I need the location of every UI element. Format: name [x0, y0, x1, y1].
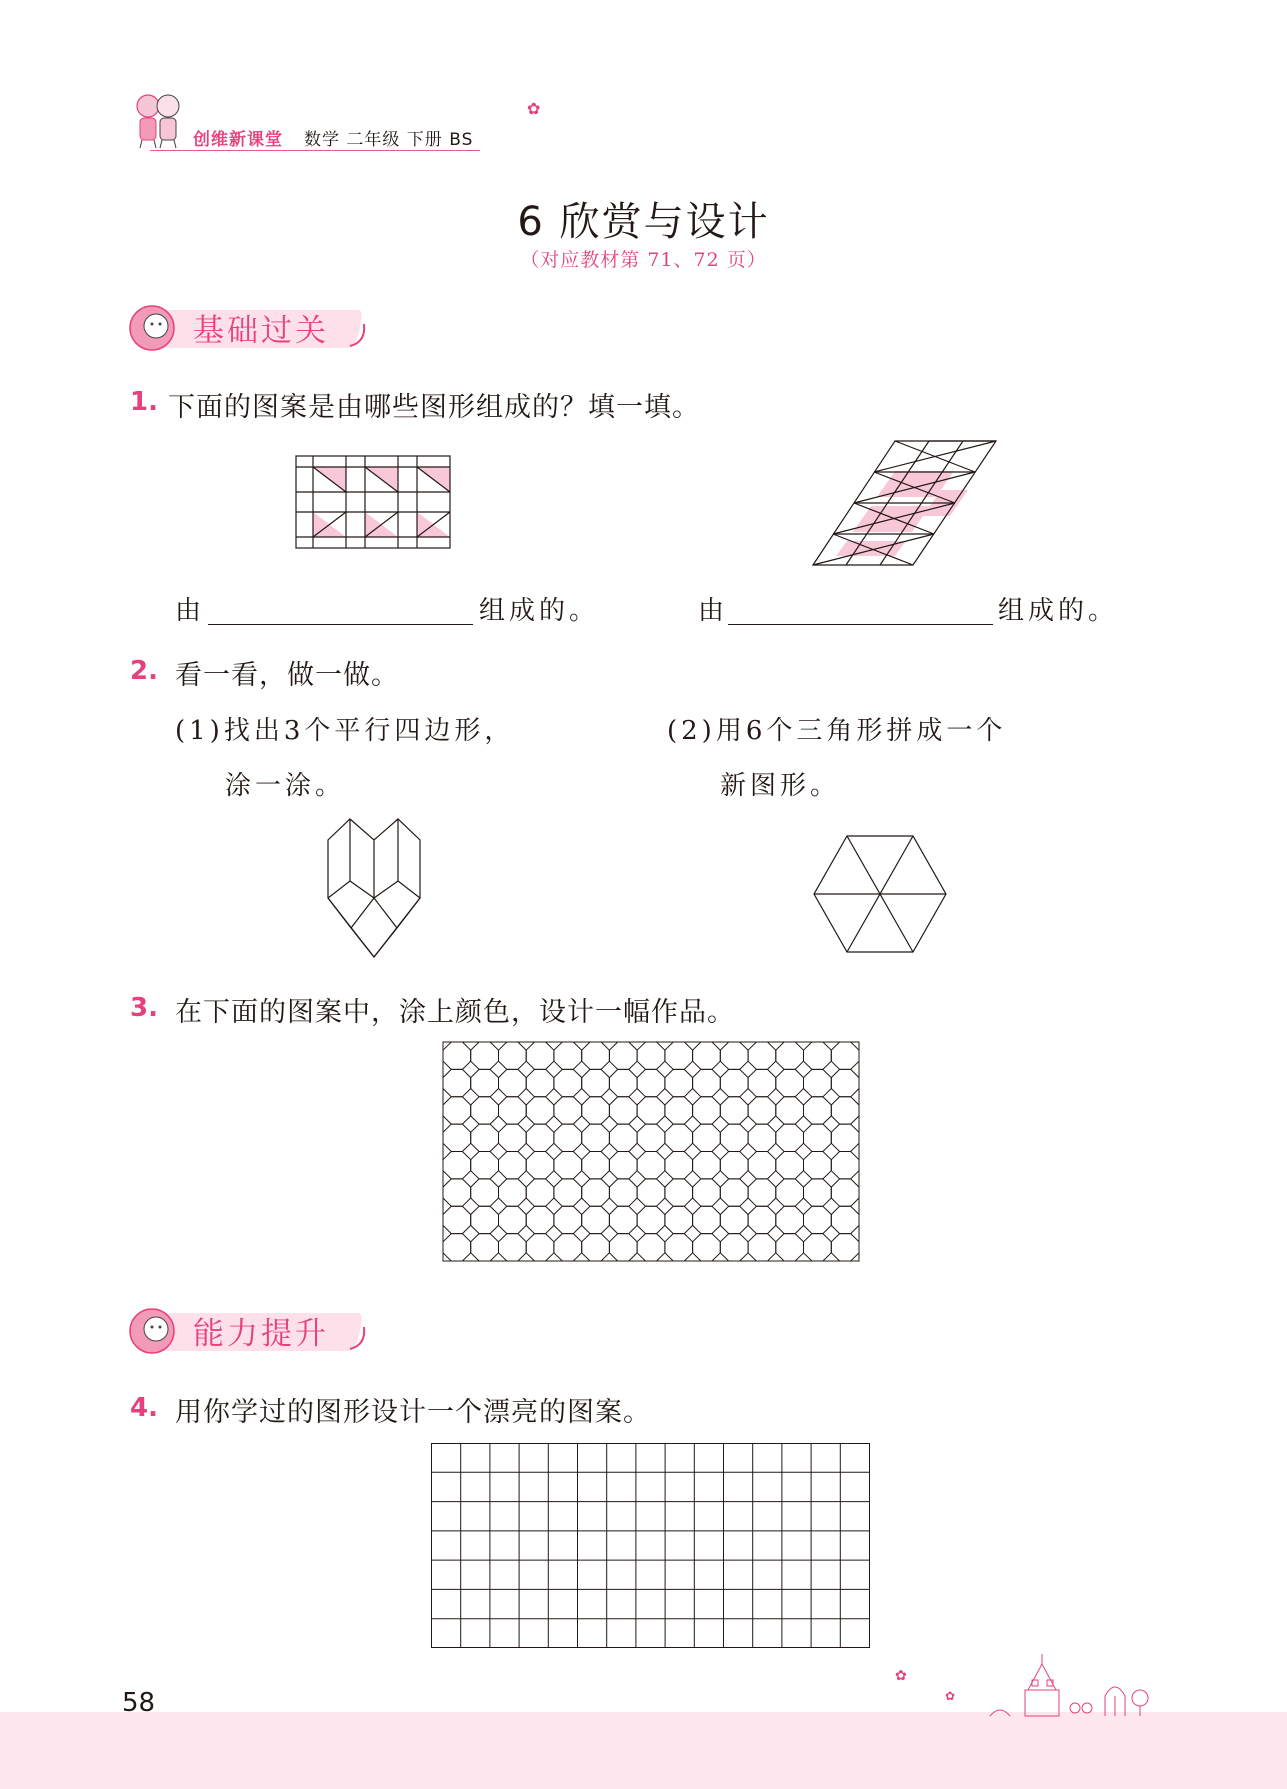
octagon-cell[interactable] [443, 1152, 471, 1179]
octagon-cell[interactable] [665, 1097, 693, 1124]
octagon-cell[interactable] [665, 1069, 693, 1096]
octagon-cell[interactable] [554, 1234, 582, 1261]
octagon-cell[interactable] [720, 1234, 748, 1261]
octagon-cell[interactable] [471, 1042, 499, 1069]
octagon-cell[interactable] [637, 1097, 665, 1124]
octagon-cell[interactable] [804, 1042, 832, 1069]
octagon-cell[interactable] [693, 1097, 721, 1124]
octagon-cell[interactable] [443, 1206, 471, 1233]
octagon-cell[interactable] [804, 1179, 832, 1206]
octagon-cell[interactable] [499, 1124, 527, 1151]
octagon-cell[interactable] [693, 1124, 721, 1151]
octagon-cell[interactable] [526, 1124, 554, 1151]
octagon-cell[interactable] [443, 1069, 471, 1096]
page-number: 58 [122, 1688, 156, 1718]
octagon-cell[interactable] [526, 1152, 554, 1179]
octagon-cell[interactable] [471, 1206, 499, 1233]
octagon-cell[interactable] [720, 1179, 748, 1206]
page-subtitle: （对应教材第 71、72 页） [520, 249, 767, 271]
octagon-cell[interactable] [554, 1042, 582, 1069]
octagon-cell[interactable] [443, 1234, 471, 1261]
octagon-cell[interactable] [831, 1097, 859, 1124]
octagon-cell[interactable] [443, 1097, 471, 1124]
octagon-cell[interactable] [804, 1069, 832, 1096]
octagon-cell[interactable] [693, 1069, 721, 1096]
octagon-cell[interactable] [776, 1179, 804, 1206]
octagon-cell[interactable] [582, 1206, 610, 1233]
octagon-cell[interactable] [471, 1152, 499, 1179]
octagon-cell[interactable] [776, 1097, 804, 1124]
q1-left-prefix: 由 [175, 596, 206, 626]
octagon-cell[interactable] [499, 1152, 527, 1179]
octagon-cell[interactable] [776, 1124, 804, 1151]
octagon-cell[interactable] [637, 1069, 665, 1096]
q1-right-answer-blank[interactable] [728, 624, 993, 625]
octagon-cell[interactable] [582, 1069, 610, 1096]
q2-text: 看一看，做一做。 [175, 660, 399, 691]
svg-text:✿: ✿ [945, 1689, 956, 1703]
octagon-cell[interactable] [609, 1042, 637, 1069]
octagon-cell[interactable] [637, 1124, 665, 1151]
octagon-cell[interactable] [720, 1152, 748, 1179]
q1-right-suffix: 组成的。 [998, 596, 1119, 626]
octagon-cell[interactable] [471, 1234, 499, 1261]
octagon-cell[interactable] [804, 1234, 832, 1261]
q2-hexagon-figure [813, 835, 947, 957]
octagon-cell[interactable] [831, 1152, 859, 1179]
octagon-cell[interactable] [582, 1124, 610, 1151]
octagon-cell[interactable] [831, 1069, 859, 1096]
q2-number: 2. [130, 656, 158, 686]
octagon-cell[interactable] [665, 1124, 693, 1151]
octagon-cell[interactable] [609, 1179, 637, 1206]
octagon-cell[interactable] [720, 1206, 748, 1233]
q2-heart-parallelogram-figure [327, 818, 421, 962]
octagon-cell[interactable] [748, 1179, 776, 1206]
octagon-cell[interactable] [637, 1234, 665, 1261]
octagon-cell[interactable] [720, 1069, 748, 1096]
octagon-cell[interactable] [665, 1152, 693, 1179]
octagon-cell[interactable] [748, 1206, 776, 1233]
octagon-cell[interactable] [776, 1042, 804, 1069]
octagon-cell[interactable] [443, 1124, 471, 1151]
octagon-cell[interactable] [582, 1179, 610, 1206]
octagon-cell[interactable] [554, 1152, 582, 1179]
octagon-cell[interactable] [776, 1234, 804, 1261]
octagon-cell[interactable] [443, 1042, 471, 1069]
octagon-cell[interactable] [804, 1124, 832, 1151]
octagon-cell[interactable] [720, 1042, 748, 1069]
octagon-cell[interactable] [554, 1179, 582, 1206]
octagon-cell[interactable] [554, 1206, 582, 1233]
section-title-advanced: 能力提升 [193, 1316, 329, 1352]
q1-rectangle-pattern [295, 455, 451, 553]
octagon-cell[interactable] [720, 1124, 748, 1151]
octagon-cell[interactable] [499, 1069, 527, 1096]
octagon-cell[interactable] [499, 1179, 527, 1206]
octagon-cell[interactable] [665, 1206, 693, 1233]
octagon-cell[interactable] [804, 1206, 832, 1233]
octagon-cell[interactable] [665, 1042, 693, 1069]
castle-decoration-icon [890, 1650, 1170, 1724]
octagon-cell[interactable] [609, 1097, 637, 1124]
q1-parallelogram-pattern [812, 440, 998, 570]
octagon-cell[interactable] [471, 1097, 499, 1124]
octagon-cell[interactable] [693, 1206, 721, 1233]
octagon-cell[interactable] [471, 1179, 499, 1206]
octagon-cell[interactable] [499, 1234, 527, 1261]
octagon-cell[interactable] [499, 1042, 527, 1069]
octagon-cell[interactable] [554, 1097, 582, 1124]
q4-number: 4. [130, 1393, 158, 1423]
octagon-cell[interactable] [776, 1152, 804, 1179]
octagon-cell[interactable] [804, 1152, 832, 1179]
section-title-basic: 基础过关 [193, 313, 329, 349]
octagon-cell[interactable] [665, 1234, 693, 1261]
octagon-cell[interactable] [526, 1206, 554, 1233]
octagon-cell[interactable] [582, 1234, 610, 1261]
q2-part1-line1: (1)找出3个平行四边形， [175, 716, 515, 746]
q2-part1-line2: 涂一涂。 [225, 771, 346, 801]
flower-icon: ✿ [527, 99, 541, 118]
header-brand: 创维新课堂 [193, 130, 283, 150]
svg-text:✿: ✿ [895, 1668, 907, 1684]
octagon-cell[interactable] [693, 1179, 721, 1206]
q3-number: 3. [130, 993, 158, 1023]
q4-design-grid[interactable] [431, 1443, 871, 1653]
octagon-cell[interactable] [776, 1206, 804, 1233]
octagon-cell[interactable] [804, 1097, 832, 1124]
octagon-cell[interactable] [582, 1042, 610, 1069]
octagon-cell[interactable] [609, 1152, 637, 1179]
octagon-cell[interactable] [609, 1234, 637, 1261]
octagon-cell[interactable] [471, 1124, 499, 1151]
octagon-cell[interactable] [693, 1234, 721, 1261]
octagon-cell[interactable] [443, 1179, 471, 1206]
q2-part2-line2: 新图形。 [720, 771, 841, 801]
q3-text: 在下面的图案中，涂上颜色，设计一幅作品。 [175, 997, 735, 1028]
octagon-cell[interactable] [582, 1152, 610, 1179]
octagon-cell[interactable] [831, 1179, 859, 1206]
octagon-cell[interactable] [637, 1179, 665, 1206]
q4-text: 用你学过的图形设计一个漂亮的图案。 [175, 1397, 651, 1428]
octagon-cell[interactable] [720, 1097, 748, 1124]
octagon-cell[interactable] [831, 1234, 859, 1261]
q3-octagon-square-pattern[interactable] [442, 1041, 860, 1266]
q1-right-prefix: 由 [698, 596, 729, 626]
octagon-cell[interactable] [526, 1234, 554, 1261]
octagon-cell[interactable] [471, 1069, 499, 1096]
octagon-cell[interactable] [637, 1042, 665, 1069]
octagon-cell[interactable] [609, 1069, 637, 1096]
octagon-cell[interactable] [609, 1124, 637, 1151]
octagon-cell[interactable] [831, 1042, 859, 1069]
q1-number: 1. [130, 387, 158, 417]
octagon-cell[interactable] [499, 1206, 527, 1233]
octagon-cell[interactable] [582, 1097, 610, 1124]
q1-left-answer-blank[interactable] [208, 624, 473, 625]
octagon-cell[interactable] [526, 1179, 554, 1206]
octagon-cell[interactable] [637, 1206, 665, 1233]
octagon-cell[interactable] [776, 1069, 804, 1096]
header-info: 数学 二年级 下册 BS [304, 130, 474, 150]
header-mascot-icon [128, 88, 188, 150]
page-title: 6 欣赏与设计 [517, 199, 770, 245]
octagon-cell[interactable] [748, 1152, 776, 1179]
octagon-cell[interactable] [554, 1124, 582, 1151]
q1-text: 下面的图案是由哪些图形组成的？填一填。 [168, 392, 700, 423]
header-divider [150, 150, 480, 151]
octagon-cell[interactable] [609, 1206, 637, 1233]
octagon-cell[interactable] [831, 1206, 859, 1233]
octagon-cell[interactable] [693, 1042, 721, 1069]
octagon-cell[interactable] [748, 1069, 776, 1096]
octagon-cell[interactable] [748, 1097, 776, 1124]
q2-part2-line1: (2)用6个三角形拼成一个 [667, 716, 1007, 746]
octagon-cell[interactable] [748, 1234, 776, 1261]
octagon-cell[interactable] [526, 1069, 554, 1096]
octagon-cell[interactable] [637, 1152, 665, 1179]
octagon-cell[interactable] [526, 1097, 554, 1124]
octagon-cell[interactable] [831, 1124, 859, 1151]
octagon-cell[interactable] [665, 1179, 693, 1206]
octagon-cell[interactable] [748, 1124, 776, 1151]
octagon-cell[interactable] [693, 1152, 721, 1179]
q1-left-suffix: 组成的。 [479, 596, 600, 626]
octagon-cell[interactable] [526, 1042, 554, 1069]
octagon-cell[interactable] [748, 1042, 776, 1069]
octagon-cell[interactable] [499, 1097, 527, 1124]
octagon-cell[interactable] [554, 1069, 582, 1096]
